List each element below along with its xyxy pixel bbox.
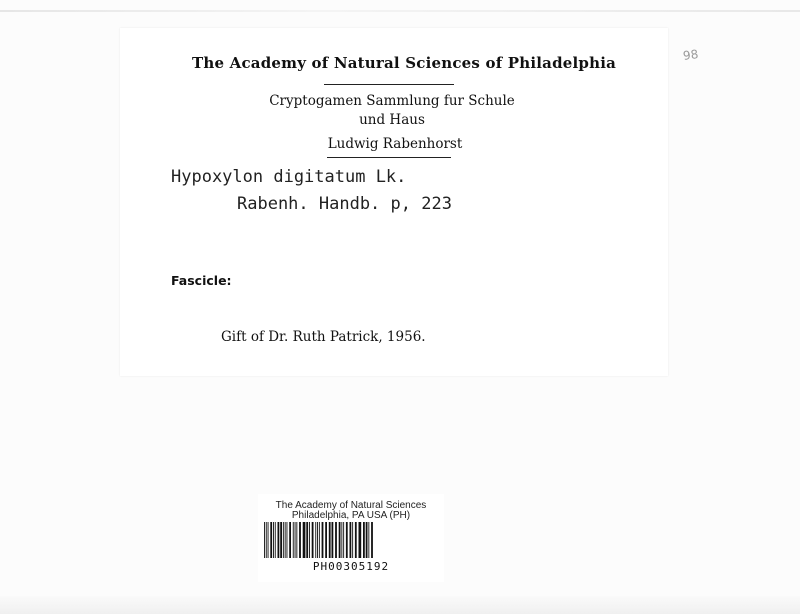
collection-name-line-2: und Haus — [359, 112, 425, 128]
pencil-annotation: 98 — [682, 47, 700, 63]
taxon-name: Hypoxylon digitatum Lk. — [171, 167, 407, 187]
title-divider — [324, 84, 454, 85]
collection-name-line-1: Cryptogamen Sammlung fur Schule — [269, 93, 515, 109]
gift-note: Gift of Dr. Ruth Patrick, 1956. — [221, 329, 426, 345]
sheet-top-edge — [0, 10, 800, 12]
fascicle-label: Fascicle: — [171, 273, 232, 288]
literature-reference: Rabenh. Handb. p, 223 — [237, 194, 452, 214]
sheet-bottom-edge — [0, 596, 800, 614]
barcode-bars — [262, 522, 440, 558]
collector-name: Ludwig Rabenhorst — [327, 136, 463, 152]
barcode-institution-line-1: The Academy of Natural Sciences — [275, 500, 427, 511]
collector-divider — [327, 157, 451, 158]
barcode-institution-line-2: Philadelphia, PA USA (PH) — [291, 510, 411, 521]
barcode-number: PH00305192 — [312, 560, 390, 573]
barcode-label — [258, 494, 444, 582]
institution-title: The Academy of Natural Sciences of Philadelphia — [191, 54, 617, 72]
